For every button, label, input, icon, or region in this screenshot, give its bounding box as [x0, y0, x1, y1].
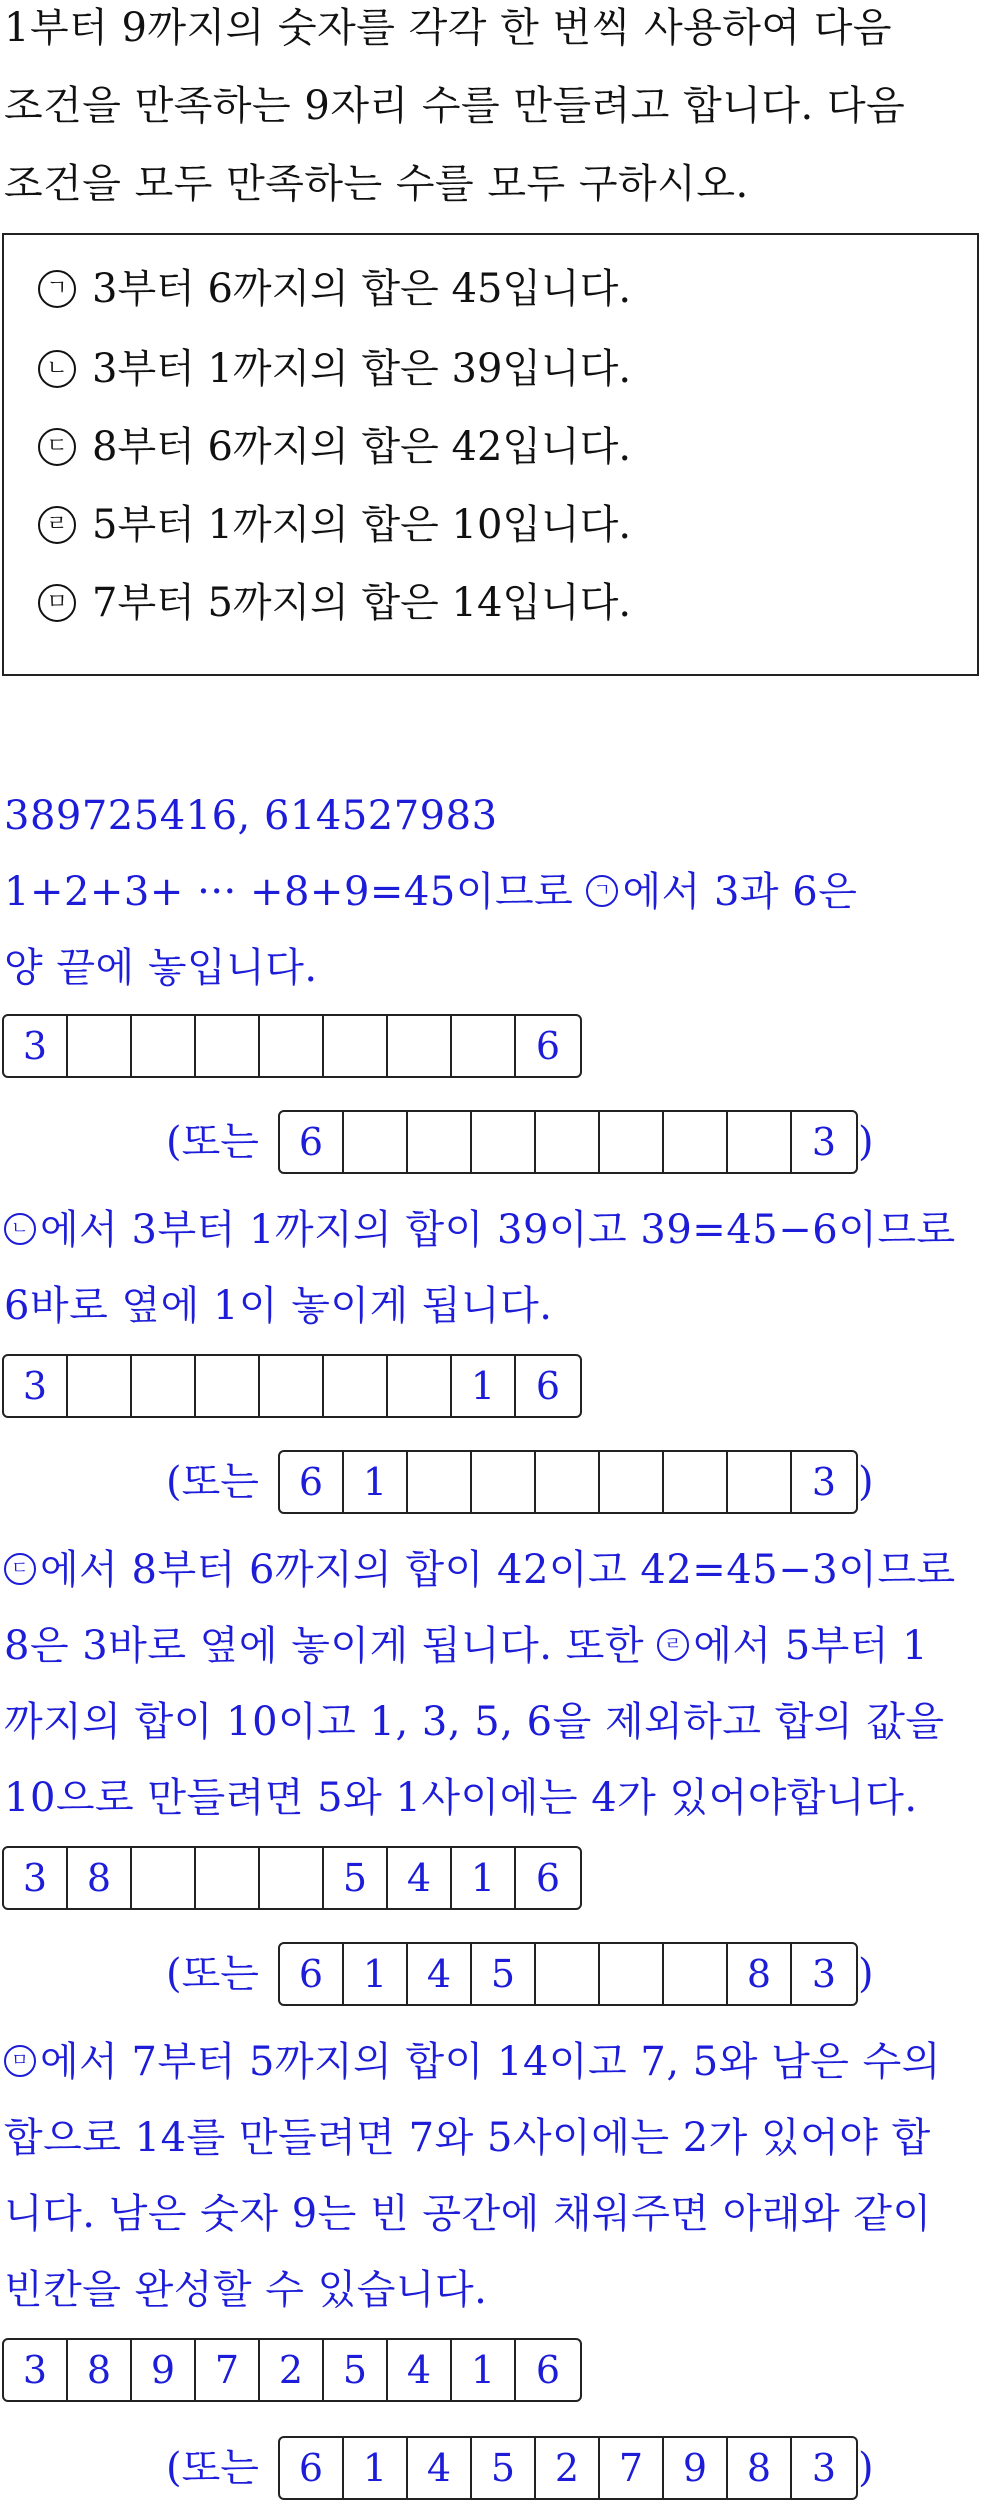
condition-text: 5부터 1까지의 합은 10입니다. [92, 502, 632, 548]
grid-cell [132, 1016, 196, 1076]
condition-2 [38, 345, 631, 393]
grid-cell: 6 [280, 1944, 344, 2004]
grid-cell: 3 [4, 1016, 68, 1076]
grid-cell: 5 [472, 1944, 536, 2004]
step-text: 8은 3바로 옆에 놓이게 됩니다. 또한 [4, 1623, 658, 1669]
grid-2 [2, 1354, 582, 1418]
grid-3-alt [278, 1942, 858, 2006]
step2-line-1 [4, 1206, 956, 1254]
circled-mark: ㄱ [38, 270, 76, 308]
grid-cell: 8 [68, 1848, 132, 1908]
grid-cell [132, 1848, 196, 1908]
step3-line-4: 10으로 만들려면 5와 1사이에는 4가 있어야합니다. [4, 1775, 918, 1821]
condition-4 [38, 501, 631, 549]
grid-cell [196, 1016, 260, 1076]
step2-line-2: 6바로 옆에 1이 놓이게 됩니다. [4, 1283, 553, 1329]
grid-cell: 3 [811, 1460, 837, 1504]
condition-3 [38, 423, 631, 471]
or-close: ) [858, 1119, 874, 1165]
condition-text: 8부터 6까지의 합은 42입니다. [92, 424, 632, 470]
or-open: (또는 [166, 1459, 259, 1505]
grid-cell: 5 [324, 1848, 388, 1908]
or-open: (또는 [166, 1119, 259, 1165]
step3-line-1 [4, 1546, 956, 1594]
grid-cell [196, 1356, 260, 1416]
grid-cell: 1 [452, 1848, 516, 1908]
step-text: 에서 7부터 5까지의 합이 14이고 7, 5와 남은 수의 [40, 2039, 941, 2085]
circled-mark: ㄹ [38, 506, 76, 544]
step-text: 에서 5부터 1 [693, 1623, 929, 1669]
grid-cell [664, 1944, 728, 2004]
grid-cell [68, 1016, 132, 1076]
grid-cell [132, 1356, 196, 1416]
grid-cell: 3 [811, 1120, 837, 1164]
grid-cell [728, 1112, 792, 1172]
grid-cell: 6 [280, 2438, 344, 2498]
step4-line-1 [4, 2038, 941, 2086]
grid-cell [408, 1112, 472, 1172]
step1-line-2: 양 끝에 놓입니다. [4, 945, 318, 991]
or-close: ) [858, 2445, 874, 2491]
grid-cell [260, 1356, 324, 1416]
grid-cell: 1 [452, 2340, 516, 2400]
grid-cell [452, 1016, 516, 1076]
grid-cell [324, 1356, 388, 1416]
grid-cell [600, 1944, 664, 2004]
answer-result: 389725416, 614527983 [4, 793, 498, 839]
step3-line-3: 까지의 합이 10이고 1, 3, 5, 6을 제외하고 합의 값을 [4, 1699, 945, 1745]
grid-cell [344, 1112, 408, 1172]
grid-cell: 3 [4, 1848, 68, 1908]
grid-cell: 7 [600, 2438, 664, 2498]
grid-cell [664, 1452, 728, 1512]
grid-cell: 6 [535, 1024, 561, 1068]
grid-cell: 6 [535, 1364, 561, 1408]
question-line-2: 조건을 만족하는 9자리 수를 만들려고 합니다. 다음 [4, 83, 906, 129]
grid-cell: 1 [344, 1944, 408, 2004]
step4-line-2: 합으로 14를 만들려면 7와 5사이에는 2가 있어야 합 [4, 2115, 931, 2161]
grid-cell [728, 1452, 792, 1512]
circled-mark: ㅁ [38, 584, 76, 622]
grid-cell [664, 1112, 728, 1172]
grid-cell [388, 1356, 452, 1416]
step3-line-2 [4, 1622, 928, 1670]
or-close: ) [858, 1459, 874, 1505]
grid-3 [2, 1846, 582, 1910]
grid-cell [600, 1452, 664, 1512]
grid-cell: 8 [728, 2438, 792, 2498]
grid-cell: 7 [196, 2340, 260, 2400]
step4-line-3: 니다. 남은 숫자 9는 빈 공간에 채워주면 아래와 같이 [4, 2191, 932, 2237]
grid-cell [324, 1016, 388, 1076]
grid-cell: 9 [664, 2438, 728, 2498]
grid-cell: 1 [344, 2438, 408, 2498]
grid-cell: 8 [728, 1944, 792, 2004]
condition-text: 3부터 1까지의 합은 39입니다. [92, 346, 632, 392]
step-text: 에서 3부터 1까지의 합이 39이고 39=45−6이므로 [40, 1207, 956, 1253]
grid-cell [536, 1112, 600, 1172]
grid-cell: 1 [452, 1356, 516, 1416]
grid-cell: 8 [68, 2340, 132, 2400]
step1-line-1 [4, 868, 857, 916]
condition-text: 7부터 5까지의 합은 14입니다. [92, 580, 632, 626]
grid-cell: 2 [536, 2438, 600, 2498]
question-line-1: 1부터 9까지의 숫자를 각각 한 번씩 사용하여 다음 [4, 5, 893, 51]
circled-mark: ㄴ [38, 350, 76, 388]
grid-cell: 5 [472, 2438, 536, 2498]
grid-cell: 9 [132, 2340, 196, 2400]
step-text: 에서 3과 6은 [622, 869, 858, 915]
grid-cell: 5 [324, 2340, 388, 2400]
grid-cell [536, 1452, 600, 1512]
circled-mark: ㄹ [657, 1629, 689, 1661]
circled-mark: ㅁ [4, 2045, 36, 2077]
condition-text: 3부터 6까지의 합은 45입니다. [92, 266, 632, 312]
grid-1-alt [278, 1110, 858, 1174]
or-open: (또는 [166, 2445, 259, 2491]
grid-cell: 2 [260, 2340, 324, 2400]
condition-1 [38, 265, 631, 313]
grid-cell [388, 1016, 452, 1076]
grid-cell: 4 [408, 2438, 472, 2498]
step4-line-4: 빈칸을 완성할 수 있습니다. [4, 2267, 488, 2313]
grid-cell: 3 [811, 1952, 837, 1996]
grid-cell: 4 [408, 1944, 472, 2004]
grid-cell [472, 1112, 536, 1172]
grid-cell: 4 [388, 2340, 452, 2400]
or-open: (또는 [166, 1951, 259, 1997]
step-text: 1+2+3+ ··· +8+9=45이므로 [4, 869, 587, 915]
grid-cell: 3 [811, 2446, 837, 2490]
grid-4 [2, 2338, 582, 2402]
grid-cell [536, 1944, 600, 2004]
circled-mark: ㄷ [38, 428, 76, 466]
condition-5 [38, 579, 631, 627]
grid-1 [2, 1014, 582, 1078]
grid-cell [196, 1848, 260, 1908]
grid-cell: 4 [388, 1848, 452, 1908]
grid-cell: 3 [4, 1356, 68, 1416]
grid-cell: 6 [280, 1452, 344, 1512]
circled-mark: ㄷ [4, 1553, 36, 1585]
grid-cell [472, 1452, 536, 1512]
grid-cell [260, 1848, 324, 1908]
grid-cell: 1 [344, 1452, 408, 1512]
grid-cell [600, 1112, 664, 1172]
grid-cell: 6 [280, 1112, 344, 1172]
grid-cell [68, 1356, 132, 1416]
step-text: 에서 8부터 6까지의 합이 42이고 42=45−3이므로 [40, 1547, 956, 1593]
question-line-3: 조건을 모두 만족하는 수를 모두 구하시오. [4, 161, 749, 207]
grid-cell [260, 1016, 324, 1076]
grid-2-alt [278, 1450, 858, 1514]
grid-cell: 6 [535, 2348, 561, 2392]
conditions-box [2, 233, 979, 676]
grid-cell: 6 [535, 1856, 561, 1900]
grid-4-alt [278, 2436, 858, 2500]
grid-cell: 3 [4, 2340, 68, 2400]
circled-mark: ㄱ [586, 875, 618, 907]
circled-mark: ㄴ [4, 1213, 36, 1245]
or-close: ) [858, 1951, 874, 1997]
grid-cell [408, 1452, 472, 1512]
